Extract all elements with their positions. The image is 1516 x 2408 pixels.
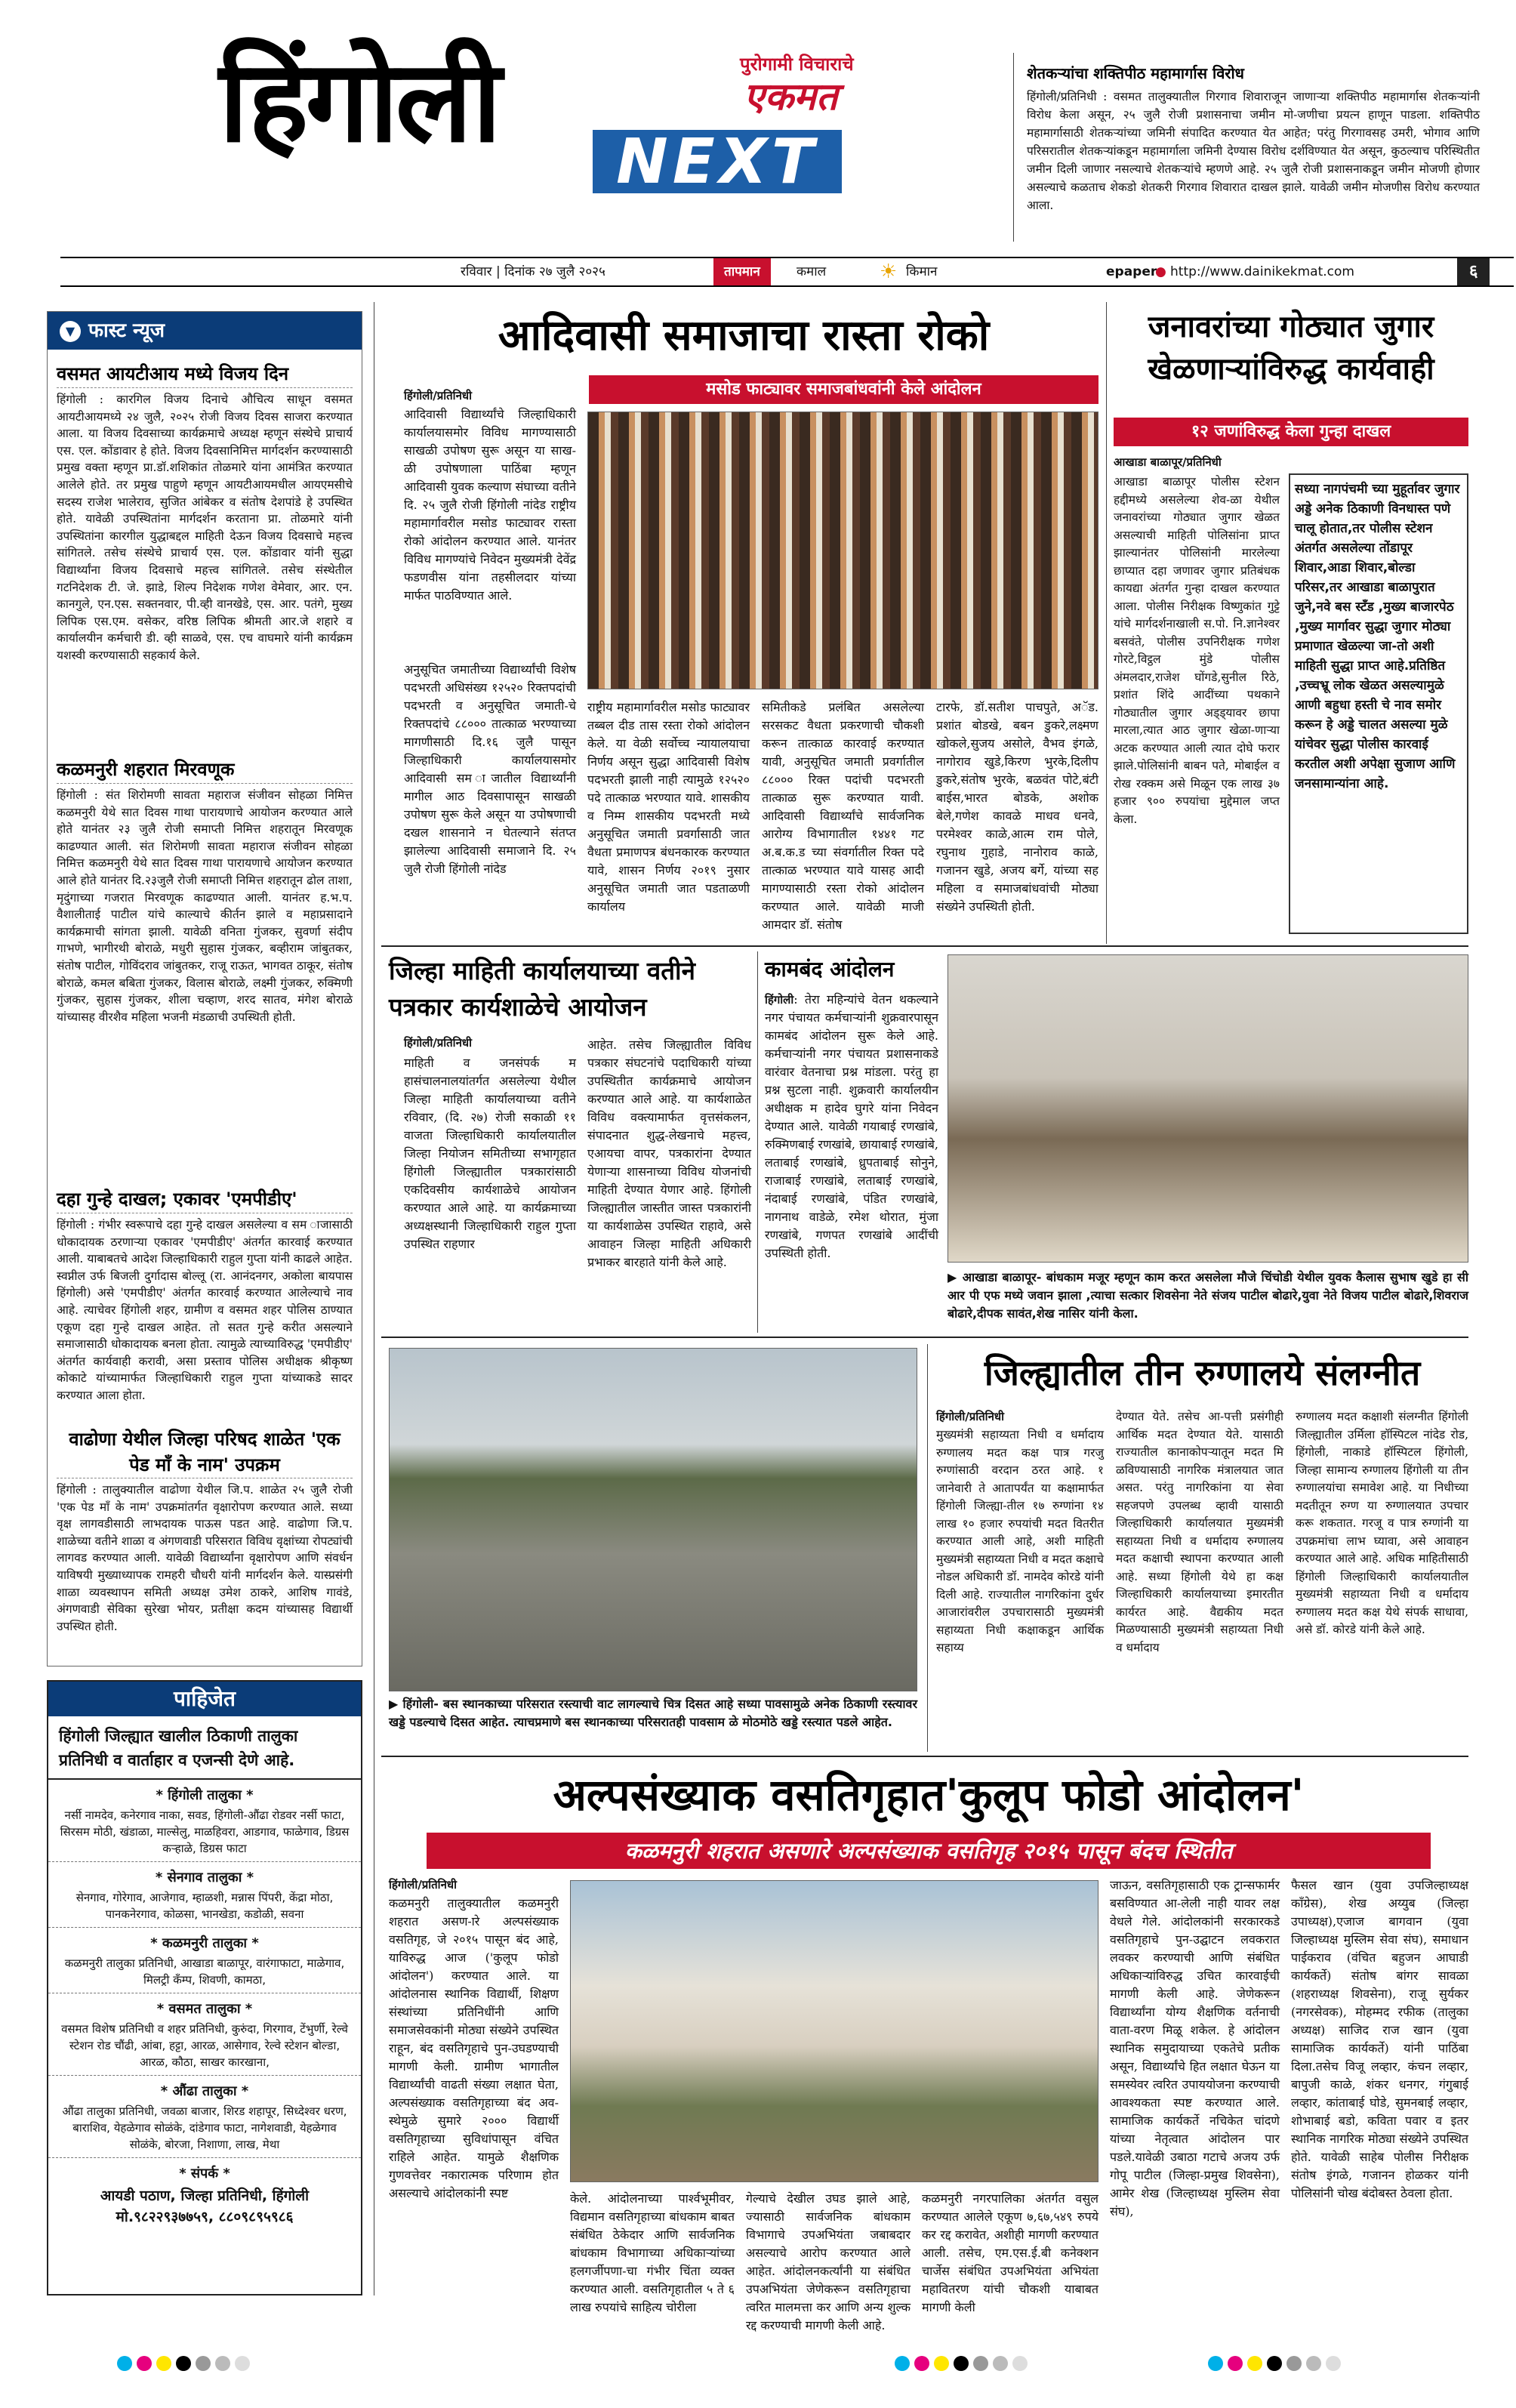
column-divider — [757, 951, 758, 1333]
hostel-byline: हिंगोली/प्रतिनिधी — [389, 1878, 458, 1892]
adivasi-byline: हिंगोली/प्रतिनिधी — [404, 389, 473, 402]
fast-news-header — [48, 312, 362, 350]
wanted-section-body-2: सेनगाव, गोरेगाव, आजेगाव, म्हाळशी, मन्नास पिंपरी, केंद्रा मोठा, पानकनेरगाव, कोळसा, भानखेडा, कडोळी, सवना — [48, 1889, 361, 1928]
adivasi-headline: आदिवासी समाजाचा रास्ता रोको — [498, 311, 990, 360]
top-story-title: शेतकऱ्यांचा शक्तिपीठ महामार्गास विरोध — [1027, 64, 1244, 82]
hostel-story — [389, 1763, 1468, 2332]
cyan-dot — [895, 2356, 910, 2371]
row-divider — [381, 1337, 1468, 1338]
masthead-title: हिंगोली — [219, 36, 499, 168]
magenta-dot — [137, 2356, 152, 2371]
gambling-story — [1114, 306, 1468, 940]
hospitals-headline: जिल्ह्यातील तीन रुग्णालये संलग्नीत — [984, 1352, 1421, 1393]
yellow-dot — [934, 2356, 949, 2371]
adivasi-col-4: समितीकडे प्रलंबित असलेल्या सरसकट वैधता प्रकरणाची चौकशी करून तात्काळ कारवाई करण्यात यावी, अनुसूचित जमाती प्रवर्गातील ८८००० रिक्त पदांची पदभरती तात्काळ सुरू करण्यात यावी. आदिवासी विद्यार्थ्यांचे सार्वजनिक आरोग्य विभागातील १४४१ गट अ.ब.क.ड च्या संवर्गातील रिक्त पदे तात्काळ भरण्यात यावे यासह आदी मागण्यासाठी रस्ता रोको आंदोलन करण्यात आले. यावेळी माजी आमदार डॉ. संतोष — [762, 700, 924, 932]
adivasi-col-5: टारफे, डॉ.सतीश पाचपुते, अॅड. प्रशांत बोडखे, बबन डुकरे,लक्ष्मण खोकले,सुजय असोले, वैभव इंगळे, नागोराव खुडे,किरण भुरके,दिलीप डुकरे,संतोष भुरके, बळवंत पोटे,बंटी बाईस,भारत बोडके, अशोक बेले,गणेश कावळे माधव धनवे, परमेश्वर काळे,आत्म राम पोले, रघुनाथ गुहाडे, नानोराव काळे, गजानन खुडे, अजय बर्गे, यांच्या सह महिला व समाजबांधवांची मोठ्या संख्येने उपस्थिती होती. — [936, 700, 1098, 914]
epaper-icon: ● — [1155, 264, 1166, 279]
wanted-section-title-5: * औंढा तालुका * — [160, 2083, 249, 2099]
black-dot — [1267, 2356, 1282, 2371]
fast-news-body-3: हिंगोली : गंभीर स्वरूपाचे दहा गुन्हे दाखल असलेल्या व सम ाजासाठी धोकादायक ठरणाऱ्या एकावर 'एमपीडीए' अंतर्गत कारवाई करण्यात आली. याबाबतचे आदेश जिल्हाधिकारी राहुल गुप्ता यांनी काढले आहेत. स्वप्नील उर्फ बिजली दुर्गादास बोल्लू (रा. आनंदनगर, अकोला बायपास हिंगोली) असे 'एमपीडीए' अंतर्गत कारवाई करण्यात आलेल्याचे नाव आहे. त्याचेवर हिंगोली शहर, ग्रामीण व वसमत शहर पोलिस ठाण्यात एकूण दहा गुन्हे दाखल आहेत. तो सतत गुन्हे करीत असल्याने समाजासाठी धोकादायक बनला होता. त्यामुळे त्याच्याविरुद्ध 'एमपीडीए' अंतर्गत कार्यवाही करावी, असा प्रस्ताव पोलिस अधीक्षक श्रीकृष्ण कोकाटे यांच्यामार्फत जिल्हाधिकारी राहुल गुप्ता यांच्याकडे सादर करण्यात आला होता. — [57, 1218, 353, 1402]
hostel-col-1: कळमनुरी तालुक्यातील कळमनुरी शहरात असण-ारे अल्पसंख्याक वसतिगृह, जे २०१५ पासून बंद आहे, याविरुद्ध आज ('कुलूप फोडो आंदोलन') करण्यात आले. या आंदोलनास स्थानिक विद्यार्थी, शिक्षण संस्थांच्या प्रतिनिधींनी आणि समाजसेवकांनी मोठ्या संख्येने उपस्थित राहून, बंद वसतिगृहाचे पुन-उघडण्याची मागणी केली. ग्रामीण भागातील विद्यार्थ्यांची वाढती संख्या लक्षात घेता, अल्पसंख्याक वसतिगृहाच्या बंद अव-स्थेमुळे सुमारे २००० विद्यार्थी वसतिगृहाच्या सुविधांपासून वंचित राहिले आहेत. यामुळे शैक्षणिक गुणवत्तेवर नकारात्मक परिणाम होत असल्याचे आंदोलकांनी स्पष्ट — [389, 1896, 559, 2200]
fast-news-title-2: कळमनुरी शहरात मिरवणूक — [57, 756, 353, 784]
adivasi-col-1: आदिवासी विद्यार्थ्यांचे जिल्हाधिकारी कार्यालयासमोर विविध मागण्यासाठी साखळी उपोषण सुरू असून या साख-ळी उपोषणाला पाठिंबा म्हणून आदिवासी युवक कल्याण संघाच्या वतीने दि. २५ जुलै रोजी हिंगोली नांदेड राष्ट्रीय महामार्गावरील मसोड फाट्यावर रास्ता रोको आंदोलन करण्यात आले. यानंतर विविध मागण्यांचे निवेदन मुख्यमंत्री देवेंद्र फडणवीस यांना तहसीलदार यांच्या मार्फत पाठविण्यात आले. — [404, 407, 576, 603]
hospitals-byline: हिंगोली/प्रतिनिधी — [936, 1410, 1005, 1423]
website-url[interactable]: http://www.dainikekmat.com — [1170, 264, 1354, 279]
workshop-byline: हिंगोली/प्रतिनिधी — [404, 1036, 473, 1050]
magenta-dot — [914, 2356, 929, 2371]
road-caption-text: हिंगोली- बस स्थानकाच्या परिसरात रस्त्याची वाट लागल्याचे चित्र दिसत आहे सध्या पावसामुळे अनेक ठिकाणी रस्त्यावर खड्डे पडल्याचे दिसत आहेत. त्याचप्रमाणे बस स्थानकाच्या परिसरातही पावसाम ळे मोठमोठे खड्डे रस्त्यात पडले आहेत. — [389, 1697, 917, 1729]
wanted-section-title-4: * वसमत तालुका * — [156, 2001, 253, 2017]
wanted-section-body-5: औंढा तालुका प्रतिनिधी, जवळा बाजार, शिरड शहापूर, सिध्देश्वर धरण, बाराशिव, येहळेगाव सोळंके, दांडेगाव फाटा, नागेशवाडी, येहळेगाव सोळंके, बोरजा, निशाणा, लाख, मेथा — [48, 2103, 361, 2158]
grey-dot — [1012, 2356, 1028, 2371]
jawan-caption-text: आखाडा बाळापूर- बांधकाम मजूर म्हणून काम करत असलेला मौजे चिंचोडी येथील युवक कैलास सुभाष खुडे हा सी आर पी एफ मध्ये जवान झाला ,त्याचा सत्कार शिवसेना नेते संजय पाटील बोढारे,युवा नेते विजय पाटील बोढारे,शिवराज बोढारे,दीपक सावंत,शेख नासिर यांनी केला. — [948, 1270, 1469, 1321]
fast-news-body-4: हिंगोली : तालुक्यातील वाढोणा येथील जि.प. शाळेत २५ जुलै रोजी 'एक पेड माँ के नाम' उपक्रमांतर्गत वृक्षारोपण करण्यात आले. सध्या वृक्ष लागवडीसाठी लाभदायक पाऊस पडत आहे. वाढोणा जि.प. शाळेच्या वतीने शाळा व अंगणवाडी परिसरात विविध वृक्षांच्या रोपट्यांची लागवड करण्यात आली. यावेळी विद्यार्थ्यांना वृक्षारोपण आणि संवर्धन याविषयी मुख्याध्यापक रामहरी चौधरी यांनी मार्गदर्शन केले. यास्प्रसंगी शाळा व्यवस्थापन समिती अध्यक्ष उमेश ठाकरे, आशिष गावंडे, अंगणवाडी सेविका सुरेखा भोयर, प्रतीक्षा कदम यांच्यासह विद्यार्थी उपस्थित होती. — [57, 1483, 353, 1633]
strike-body-wrap — [765, 991, 938, 1323]
wanted-section-body-3: कळमनुरी तालुका प्रतिनिधी, आखाडा बाळापूर, वारंगाफाटा, माळेगाव, मिलट्री कँम्प, शिवणी, कामठा, — [48, 1955, 361, 1993]
black-dot — [954, 2356, 969, 2371]
fast-news — [47, 311, 362, 1666]
strike-body: : तेरा महिन्यांचे वेतन थकल्याने नगर पंचायत कर्मचाऱ्यांनी शुक्रवारपासून कामबंद आंदोलन सुरू केले आहे. कर्मचाऱ्यांनी नगर पंचायत प्रशासनाकडे वारंवार वेतनाचा प्रश्न मांडला. परंतु हा प्रश्न सुटला नाही. शुक्रवारी कार्यालयीन अधीक्षक म हादेव घुगरे यांना निवेदन देण्यात आले. यावेळी गयाबाई रणखांबे, रुक्मिणबाई रणखांबे, छायाबाई रणखांबे, लताबाई रणखांबे, ध्रुपताबाई सोनुने, राजाबाई रणखांबे, लताबाई रणखांबे, नंदाबाई रणखांबे, पंडित रणखांबे, नागनाथ वाडेळे, रमेश थोरात, मुंजा रणखांबे, गणपत रणखांबे आदींची उपस्थिती होती. — [765, 992, 938, 1260]
hostel-subhead: कळमनुरी शहरात असणारे अल्पसंख्याक वसतिगृह २०१५ पासून बंदच स्थितीत — [427, 1833, 1431, 1869]
hostel-col-6: फैसल खान (युवा उपजिल्हाध्यक्ष कॉंग्रेस), शेख अय्युब (जिल्हा उपाध्यक्ष),एजाज बागवान (युवा जिल्हाध्यक्ष मुस्लिम सेवा संघ), समाधान पाईकराव (वंचित बहुजन आघाडी कार्यकर्ते) संतोष बांगर सावळा (शहराध्यक्ष शिवसेना), राजू सुर्यकर (नगरसेवक), मोहम्मद रफीक (तालुका अध्यक्ष) साजिद राज खान (युवा सामाजिक कार्यकर्ते) यांनी पाठिंबा दिला.तसेच विजू लव्हार, कंचन लव्हार, बापुजी काळे, शंकर धनगर, गंगुबाई लव्हार, कांताबाई घोडे, सुमनबाई लव्हार, शोभाबाई बडो, कविता पवार व इतर स्थानिक नागरिक मोठ्या संख्येने उपस्थित होते. यावेळी साहेब पोलीस निरीक्षक संतोष इंगळे, गजानन होळकर यांनी पोलिसांनी चोख बंदोबस्त ठेवला होता. — [1291, 1878, 1468, 2200]
workshop-col-2: आहेत. तसेच जिल्ह्यातील विविध पत्रकार संघटनांचे पदाधिकारी यांच्या उपस्थितीत कार्यक्रमाचे आयोजन करण्यात आले आहे. या कार्यशाळेत विविध वक्त्यामार्फत वृत्तसंकलन, संपादनात शुद्ध-लेखनाचे महत्त्व, एआयचा वापर, पत्रकारांना देण्यात येणाऱ्या शासनाच्या विविध योजनांची माहिती देण्यात येणार आहे. हिंगोली जिल्ह्यातील जास्तीत जास्त पत्रकारांनी या कार्यशाळेस उपस्थित राहावे, असे आवाहन जिल्हा माहिती अधिकारी प्रभाकर बारहाते यांनी केले आहे. — [587, 1038, 751, 1269]
workshop-headline: जिल्हा माहिती कार्यालयाच्या वतीने पत्रकार कार्यशाळेचे आयोजन — [389, 956, 695, 1022]
wanted-contact-title: * संपर्क * — [179, 2166, 230, 2181]
temperature-label: तापमान — [713, 258, 771, 285]
row-divider — [381, 1756, 1468, 1757]
strike-story — [765, 953, 938, 1330]
registration-marks-right — [1208, 2356, 1345, 2374]
adivasi-subhead: मसोड फाट्यावर समाजबांधवांनी केले आंदोलन — [589, 375, 1098, 404]
top-story — [1027, 62, 1480, 261]
workshop-col-1: माहिती व जनसंपर्क म हासंचालनालयांतर्गत असलेल्या येथील जिल्हा माहिती कार्यालयाच्या वतीने रविवार, (दि. २७) रोजी सकाळी ११ वाजता जिल्हाधिकारी कार्यालयातील जिल्हा नियोजन समितीच्या सभागृहात हिंगोली जिल्ह्यातील पत्रकारांसाठी एकदिवसीय कार्यशाळेचे आयोजन करण्यात आले आहे. या कार्यक्रमाच्या अध्यक्षस्थानी जिल्हाधिकारी राहुल गुप्ता उपस्थित राहणार — [404, 1056, 576, 1251]
wanted-section-title-1: * हिंगोली तालुका * — [156, 1787, 254, 1803]
grey-dot — [1326, 2356, 1341, 2371]
min-temp-label: किमान — [906, 264, 938, 279]
magenta-dot — [1228, 2356, 1243, 2371]
yellow-dot — [1247, 2356, 1262, 2371]
grey-dot — [196, 2356, 211, 2371]
max-temp-label: कमाल — [797, 264, 827, 279]
masthead-divider — [1013, 53, 1014, 242]
adivasi-col-2: अनुसूचित जमातीच्या विद्यार्थ्यांची विशेष पदभरती अधिसंख्य १२५२० रिक्तपदांची पदभरती व अनुसूचित जमाती-चे रिक्तपदांचे ८८००० तात्काळ भरण्याच्या मागणीसाठी दि.१६ जुलै पासून जिल्हाधिकारी कार्यालयासमोर आदिवासी सम ाजातील विद्यार्थ्यांनी मागील आठ दिवसापासून साखळी उपोषण सुरू केले असून या उपोषणाची दखल शासनाने न घेतल्याने संतप्त झालेल्या आदिवासी समाजाने दि. २५ जुलै रोजी हिंगोली नांदेड — [404, 662, 576, 876]
masthead-tagline: पुरोगामी विचाराचे — [740, 54, 854, 75]
column-divider — [927, 1344, 928, 1752]
yellow-dot — [156, 2356, 171, 2371]
date-strip — [60, 257, 1514, 287]
adivasi-protest-photo — [587, 412, 1098, 689]
fast-news-body-1: हिंगोली : कारगिल विजय दिनाचे औचित्य साधून वसमत आयटीआयमध्ये २४ जुलै, २०२५ रोजी विजय दिवस साजरा करण्यात आला. या विजय दिवसाच्या कार्यक्रमाचे अध्यक्ष म्हणून संस्थेचे प्राचार्य एस. एल. कोंडावार हे होते. विजय दिवसानिमित्त मार्गदर्शन करण्यासाठी प्रमुख वक्ता म्हणून प्रा.डॉ.शशिकांत तोळमारे यांना आमंत्रित करण्यात आलेले होते. तर प्रमुख पाहुणे म्हणून आयटीआयमधील आयएमसीचे सदस्य राजेश भालेराव, सुजित आंबेकर व संतोष देशपांडे हे उपस्थित होते. यावेळी उपस्थितांना मार्गदर्शन करताना प्रा. तोळमारे यांनी उपस्थितांना कारगील युद्धाबद्दल माहिती देऊन विजय दिवसाचे महत्त्व सांगितले. तसेच संस्थेचे प्राचार्य एस. एल. कोंडावार यांनी सुद्धा विद्यार्थ्यांना विजय दिवसाचे महत्त्व सांगितले. तसेच संस्थेतील गटनिदेशक टी. जे. झाडे, शिल्प निदेशक गणेश वेमेवार, आर. एन. कानगुले, एन.एस. सक्तनवार, पी.व्ही वानखेडे, एस. आर. पतंगे, मुख्य लिपिक एस.एम. वसेकर, वरिष्ठ लिपिक श्रीमती आर.जे शहारे व कार्यालयीन कर्मचारी डी. व्ही साळवे, एस. एच वाघमारे यांनी कार्यक्रम यशस्वी करण्यासाठी सहकार्य केले. — [57, 393, 353, 662]
fast-news-title-4: वाढोणा येथील जिल्हा परिषद शाळेत 'एक पेड माँ के नाम' उपक्रम — [57, 1426, 353, 1478]
hospitals-story — [936, 1348, 1468, 1752]
gambling-byline: आखाडा बाळापूर/प्रतिनिधी — [1114, 455, 1222, 469]
cyan-dot — [1208, 2356, 1223, 2371]
gambling-highlight-box — [1289, 473, 1468, 934]
black-dot — [176, 2356, 191, 2371]
wanted-section-body-4: वसमत विशेष प्रतिनिधी व शहर प्रतिनिधी, कुरुंदा, गिरगाव, टेंभुर्णी, रेल्वे स्टेशन रोड चौंढी, आंबा, हट्टा, आरळ, आसेगाव, रेल्वे स्टेशन बोल्डा, आरळ, कौठा, साखर कारखाना, — [48, 2021, 361, 2076]
fast-news-body-2: हिंगोली : संत शिरोमणी सावता महाराज संजीवन सोहळा निमित्त कळमनुरी येथे सात दिवस गाथा पारायणाचे आयोजन करण्यात आले होते यानंतर २३ जुलै रोजी समाप्ती निमित्त शहरातून मिरवणूक काढण्यात आली. संत शिरोमणी सावता महाराज संजीवन सोहळा निमित्त कळमनुरी येथे सात दिवस गाथा पारायणाचे आयोजन करण्यात आले होते यानंतर दि.२३जुलै रोजी समाप्ती निमित्त शहरातून ढोल ताशा, मृदुंगाच्या गजरात मिरवणूक काढण्यात आली. यानंतर ह.भ.प. वैशालीताई पाटील यांचे काल्याचे कीर्तन झाले व महाप्रसादाने कार्यक्रमाची सांगता झाली. यावेळी वनिता गुंजकर, सुवर्णा संदीप गाभणे, भागीरथी बोराळे, मधुरी सुहास गुंजकर, बव्हीराम जांबुतकर, संतोष पाटील, गोविंदराव जांबुतकर, राजू राऊत, भागवत ठाकूर, संतोष बोराळे, कमल बबिता गुंजकर, विलास बोराळे, लक्ष्मी गुंजकर, रुक्मिणी गुंजकर, सुहास गुंजकर, शीला चव्हाण, शरद सातव, मंगेश बोराळे यांच्यासह वीरशैव महिला भजनी मंडळाची उपस्थिती होती. — [57, 788, 353, 1024]
wanted-section-body-1: नर्सी नामदेव, कनेरगाव नाका, सवड, हिंगोली-औंढा रोडवर नर्सी फाटा, सिरसम मोठी, खंडाळा, माल्सेलु, माळहिवरा, आडगाव, फाळेगाव, डिग्रस कऱ्हाळे, डिग्रस फाटा — [48, 1807, 361, 1862]
wanted-section-title-2: * सेनगाव तालुका * — [155, 1870, 254, 1885]
hostel-col-4: कळमनुरी नगरपालिका अंतर्गत वसुल करण्यात आलेले एकूण ७,६७,५४९ रुपये कर रद्द करावेत, अशीही मागणी करण्यात आली. तसेच, एम.एस.ई.बी कनेक्शन चार्जेस संबंधित उपअभियंता अभियंता महावितरण यांची चौकशी याबाबत मागणी केली — [922, 2191, 1098, 2314]
grey-dot — [973, 2356, 988, 2371]
wanted-header: पाहिजेत — [48, 1682, 361, 1716]
cyan-dot — [117, 2356, 132, 2371]
wanted-contact-body: आयडी पठाण, जिल्हा प्रतिनिधी, हिंगोली मो.९८२२९३७७५९, ८८०९८९५९८६ — [100, 2188, 310, 2225]
hospitals-col-3: रुग्णालय मदत कक्षाशी संलग्नीत हिंगोली जिल्ह्यातील उर्मिला हॉस्पिटल नांदेड रोड, हिंगोली, नाकाडे हॉस्पिटल हिंगोली, जिल्हा सामान्य रुग्णालय हिंगोली या तीन रुग्णालयांचा समावेश आहे. या निधीच्या मदतीतून रुग्ण या रुग्णालयात उपचार करू शकतात. गरजू व पात्र रुग्णांनी या उपक्रमांचा लाभ घ्यावा, असे आवाहन करण्यात आले आहे. अधिक माहितीसाठी हिंगोली जिल्हाधिकारी कार्यालयातील मुख्यमंत्री सहाय्यता निधी व धर्मादाय रुग्णालय मदत कक्ष येथे संपर्क साधावा, असे डॉ. कोरडे यांनी केले आहे. — [1296, 1410, 1468, 1636]
strike-headline: कामबंद आंदोलन — [765, 957, 895, 982]
hospitals-col-1: मुख्यमंत्री सहाय्यता निधी व धर्मादाय रुग्णालय मदत कक्ष पात्र गरजु रुग्णांसाठी वरदान ठरत आहे. १ जानेवारी ते आतापर्यंत या कक्षामार्फत हिंगोली जिल्ह्या-तील १७ रुग्णांना १४ लाख १० हजार रुपयांची मदत वितरीत करण्यात आली आहे, अशी माहिती मुख्यमंत्री सहाय्यता निधी व मदत कक्षाचे नोडल अधिकारी डॉ. नामदेव कोरडे यांनी दिली आहे. राज्यातील नागरिकांना दुर्धर आजारांवरील उपचारासाठी मुख्यमंत्री सहाय्यता निधी कक्षाकडून आर्थिक सहाय्य — [936, 1428, 1104, 1654]
grey-dot — [993, 2356, 1008, 2371]
road-caption — [389, 1695, 917, 1731]
registration-marks-left — [117, 2356, 254, 2374]
jawan-caption — [948, 1269, 1468, 1323]
bus-stand-road-photo — [389, 1348, 917, 1691]
gambling-col-1: आखाडा बाळापूर पोलीस स्टेशन हद्दीमध्ये असलेल्या शेव-ळा येथील जनावरांच्या गोठ्यात जुगार खेळत असल्याची माहिती पोलिसांना प्राप्त झाल्यानंतर पोलिसांनी मारलेल्या छाप्यात दहा जणावर जुगार प्रतिबंधक कायद्या अंतर्गत गुन्हा दाखल करण्यात आला. पोलीस निरीक्षक विष्णुकांत गुट्टे यांचे मार्गदर्शनाखाली स.पो. नि.ज्ञानेश्वर बसवंते, पोलीस उपनिरीक्षक गणेश गोरटे,विट्ठल मुंडे पोलीस अंमलदार,राजेश घोंगडे,सुनील रिठे, प्रशांत शिंदे आदींच्या पथकाने गोठ्यातील जुगार अड्ड्यावर छापा मारला,त्यात आठ जुगार खेळा-णाऱ्या अटक करण्यात आली त्यात दोघे फरार झाले.पोलिसांनी बाबन पते, मोबाईल व रोख रक्कम असे मिळून एक लाख ३७ हजार ९०० रुपयांचा मुद्देमाल जप्त केला. — [1114, 475, 1280, 826]
grey-dot — [215, 2356, 230, 2371]
masthead-next-logo: NEXT — [593, 130, 842, 193]
wanted-section-title-3: * कळमनुरी तालुका * — [150, 1935, 259, 1951]
masthead-brand: एकमत — [744, 75, 838, 119]
page-number: ६ — [1457, 258, 1490, 285]
workshop-story — [389, 953, 751, 1330]
wanted-intro: हिंगोली जिल्ह्यात खालील ठिकाणी तालुका प्रतिनिधी व वार्ताहार व एजन्सी देणे आहे. — [48, 1716, 361, 1780]
registration-marks-center — [895, 2356, 1032, 2374]
hospitals-col-2: देण्यात येते. तसेच आ-पत्ती प्रसंगीही आर्थिक मदत देण्यात येते. यासाठी राज्यातील कानाकोपऱ्यातून मदत मि ळविण्यासाठी नागरिक मंत्रालयात जात असत. परंतु नागरिकांना या सेवा सहजपणे उपलब्ध व्हावी यासाठी जिल्हाधिकारी कार्यालयात मुख्यमंत्री सहाय्यता निधी व धर्मादाय रुग्णालय मदत कक्षाची स्थापना करण्यात आली आहे. सध्या हिंगोली येथे हा कक्ष जिल्हाधिकारी कार्यालयाच्या इमारतीत कार्यरत आहे. वैद्यकीय मदत मिळण्यासाठी मुख्यमंत्री सहाय्यता निधी व धर्मादाय — [1116, 1410, 1283, 1654]
hostel-col-3: गेल्याचे देखील उघड झाले आहे, ज्यासाठी सार्वजनिक बांधकाम विभागाचे उपअभियंता जबाबदार असल्याचे आरोप करण्यात आले आहेत. आंदोलनकर्त्यांनी या संबंधित उपअभियंता जेणेकरून वसतिगृहाचा त्वरित मालमत्ता कर आणि अन्य शुल्क रद्द करण्याची मागणी केली आहे. — [746, 2191, 911, 2332]
adivasi-col-3: राष्ट्रीय महामार्गावरील मसोड फाट्यावर तब्बल दीड तास रस्ता रोको आंदोलन केले. या वेळी सर्वोच्च न्यायालयाचा निर्णय असून सुद्धा आदिवासी विशेष पदभरती झाली नाही त्यामुळे १२५२० पदे तात्काळ भरण्यात यावे. शासकीय व निम्म शासकीय पदभरती मध्ये अनुसूचित जमाती प्रवर्गासाठी जात वैधता प्रमाणपत्र बंधनकारक करण्यात यावे, शासन निर्णय २०१९ नुसार अनुसूचित जमाती जात पडताळणी कार्यालय — [587, 700, 750, 914]
column-divider — [1106, 302, 1107, 944]
row-divider — [381, 945, 1468, 947]
sun-icon: ☀ — [880, 261, 898, 283]
hostel-col-2: केले. आंदोलनाच्या पार्श्वभूमीवर, विद्यमान वसतिगृहाच्या बांधकाम बाबत संबंधित ठेकेदार आणि सार्वजनिक बांधकाम विभागाच्या अधिकाऱ्यांच्या हलगर्जीपणा-चा गंभीर चिंता व्यक्त करण्यात आली. वसतिगृहातील ५ ते ६ लाख रुपयांचे साहित्य चोरीला — [570, 2191, 735, 2314]
adivasi-story — [389, 306, 1098, 940]
gambling-highlight-text: सध्या नागपंचमी च्या मुहूर्तावर जुगार अड्डे अनेक ठिकाणी विनधास्त पणे चालू होतात,तर पोलीस स्टेशन अंतर्गत असलेल्या तोंडापूर शिवार,आडा शिवार,बोल्डा परिसर,तर आखाडा बाळापुरात जुने,नवे बस स्टँड ,मुख्य बाजारपेठ ,मुख्य मार्गावर सुद्धा जुगार मोठ्या प्रमाणात खेळल्या जा-तो अशी माहिती सुद्धा प्राप्त आहे.प्रतिष्ठित ,उच्चभ्रू लोक खेळत असल्यामुळे आणी बहुधा हस्ती चे नाव समोर करून हे अड्डे चालत असल्या मुळे यांचेवर सुद्धा पोलीस कारवाई करतील अशी अपेक्षा सुजाण आणि जनसामान्यांना आहे. — [1295, 482, 1460, 791]
masthead — [0, 0, 1516, 249]
caption-arrow-icon: ▶ — [948, 1270, 958, 1284]
chevron-down-icon: ▼ — [60, 321, 81, 342]
top-story-body: हिंगोली/प्रतिनिधी : वसमत तालुक्यातील गिरगाव शिवाराजून जाणाऱ्या शक्तिपीठ महामार्गास शेतकऱ्यांनी विरोध केला असून, २५ जुलै रोजी प्रशासनाचा जमीन मो-जणीचा प्रयत्न हाणून पाडला. शक्तिपीठ महामार्गासाठी शेतकऱ्यांच्या जमिनी संपादित करण्यात येत आहेत; परंतु गिरगावसह उमरी, भोगाव आणि परिसरातील शेतकऱ्यांकडून महामार्गाला जमिनी देण्यास विरोध दर्शविण्यात येत असून, कुठल्याच परिस्थितीत जमीन दिली जाणार नसल्याचे शेतकऱ्यांचे म्हणणे आहे. २५ जुलै रोजी प्रशासनाकडून जमीन मोजणी होणार असल्याचे कळताच शेकडो शेतकरी गिरगाव शिवारात दाखल झाले. यावेळी जमीन मोजणीस विरोध करण्यात आला. — [1027, 90, 1480, 212]
grey-dot — [1286, 2356, 1302, 2371]
grey-dot — [235, 2356, 250, 2371]
gambling-subhead: १२ जणांविरुद्ध केला गुन्हा दाखल — [1114, 418, 1468, 446]
fast-news-title-3: दहा गुन्हे दाखल; एकावर 'एमपीडीए' — [57, 1186, 353, 1213]
date-line: रविवार | दिनांक २७ जुलै २०२५ — [461, 264, 605, 279]
fast-news-title: फास्ट न्यूज — [88, 319, 165, 342]
grey-dot — [1306, 2356, 1321, 2371]
wanted-ad — [47, 1680, 362, 2295]
hostel-protest-photo — [570, 1880, 1098, 2182]
gambling-headline: जनावरांच्या गोठ्यात जुगार खेळणाऱ्यांविरुद्ध कार्यवाही — [1148, 310, 1434, 387]
strike-byline: हिंगोली — [765, 993, 794, 1007]
epaper-label: epaper — [1106, 264, 1157, 279]
hostel-headline: अल्पसंख्याक वसतिगृहात'कुलूप फोडो आंदोलन' — [553, 1769, 1305, 1821]
fast-news-title-1: वसमत आयटीआय मध्ये विजय दिन — [57, 360, 353, 388]
jawan-felicitation-photo — [948, 954, 1468, 1263]
caption-arrow-icon: ▶ — [389, 1697, 399, 1711]
hostel-col-5: जाऊन, वसतिगृहासाठी एक ट्रान्सफार्मर बसविण्यात आ-लेली नाही यावर लक्ष वेधले गेले. आंदोलकांनी सरकारकडे वसतिगृहाचे पुन-उद्घाटन लवकरात लवकर करण्याची आणि संबंधित अधिकाऱ्यांविरुद्ध उचित कारवाईची मागणी केली आहे. जेणेकरून विद्यार्थ्यांना योग्य शैक्षणिक वर्तनाची वाता-वरण मिळू शकेल. हे आंदोलन स्थानिक समुदायाच्या एकतेचे प्रतीक असून, विद्यार्थ्यांचे हित लक्षात घेऊन या समस्येवर त्वरित उपाययोजना करण्याची आवश्यकता स्पष्ट करण्यात आले. सामाजिक कार्यकर्ते नचिकेत चांदणे यांच्या नेतृत्वात आंदोलन पार पडले.यावेळी उबाठा गटाचे अजय उर्फ गोपू पाटील (जिल्हा-प्रमुख शिवसेना), आमेर शेख (जिल्हाध्यक्ष मुस्लिम सेवा संघ), — [1110, 1878, 1280, 2218]
